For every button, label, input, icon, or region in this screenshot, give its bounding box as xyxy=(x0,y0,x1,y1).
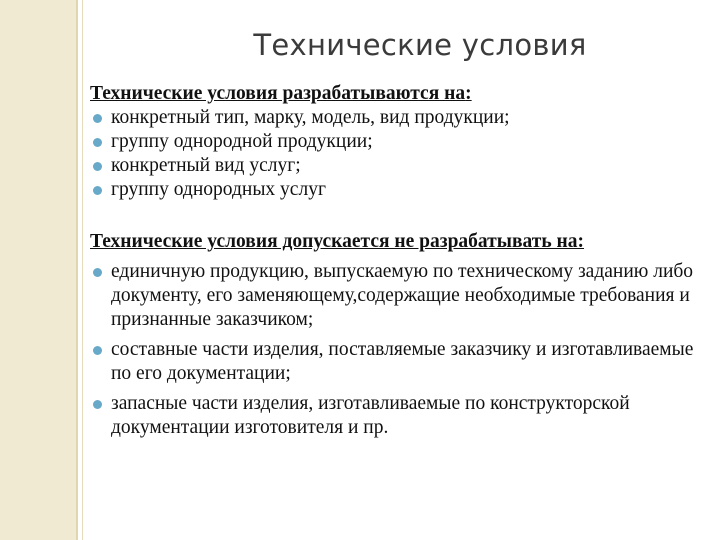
bullet-icon xyxy=(93,268,102,277)
section1-heading xyxy=(90,82,710,106)
section1-list xyxy=(90,106,710,202)
band-divider-line xyxy=(76,0,78,540)
list-item-text: группу однородной продукции; xyxy=(111,131,373,152)
list-item-text: запасные части изделия, изготавливаемые по конструкторской документации изготовителя и пр. xyxy=(111,393,630,438)
slide-title: Технические условия xyxy=(253,28,587,62)
bullet-icon xyxy=(93,186,102,195)
section1-heading-text: Технические условия разрабатываются на xyxy=(90,83,466,104)
list-item xyxy=(90,130,710,154)
section2-list xyxy=(90,260,710,440)
band-divider-line-thin xyxy=(82,0,83,540)
list-item xyxy=(90,154,710,178)
section2-heading: Технические условия допускается не разрабатывать на: xyxy=(90,231,585,252)
bullet-icon xyxy=(93,138,102,147)
list-item-text: конкретный вид услуг; xyxy=(111,155,301,176)
left-decorative-band xyxy=(0,0,76,540)
list-item xyxy=(90,392,710,440)
list-item-text: единичную продукцию, выпускаемую по техническому заданию либо документу, его заменяющему,содержащие необходимые требования и признанные заказчиком; xyxy=(111,261,694,330)
slide-body xyxy=(90,82,710,440)
list-item-text: конкретный тип, марку, модель, вид продукции; xyxy=(111,107,510,128)
list-item xyxy=(90,106,710,130)
bullet-icon xyxy=(93,114,102,123)
list-item-text: группу однородных услуг xyxy=(111,179,326,200)
bullet-icon xyxy=(93,400,102,409)
bullet-icon xyxy=(93,162,102,171)
list-item xyxy=(90,260,710,332)
bullet-icon xyxy=(93,346,102,355)
section1-heading-colon: : xyxy=(465,83,472,104)
list-item xyxy=(90,178,710,202)
list-item-text: составные части изделия, поставляемые заказчику и изготавливаемые по его документации; xyxy=(111,339,694,384)
list-item xyxy=(90,338,710,386)
